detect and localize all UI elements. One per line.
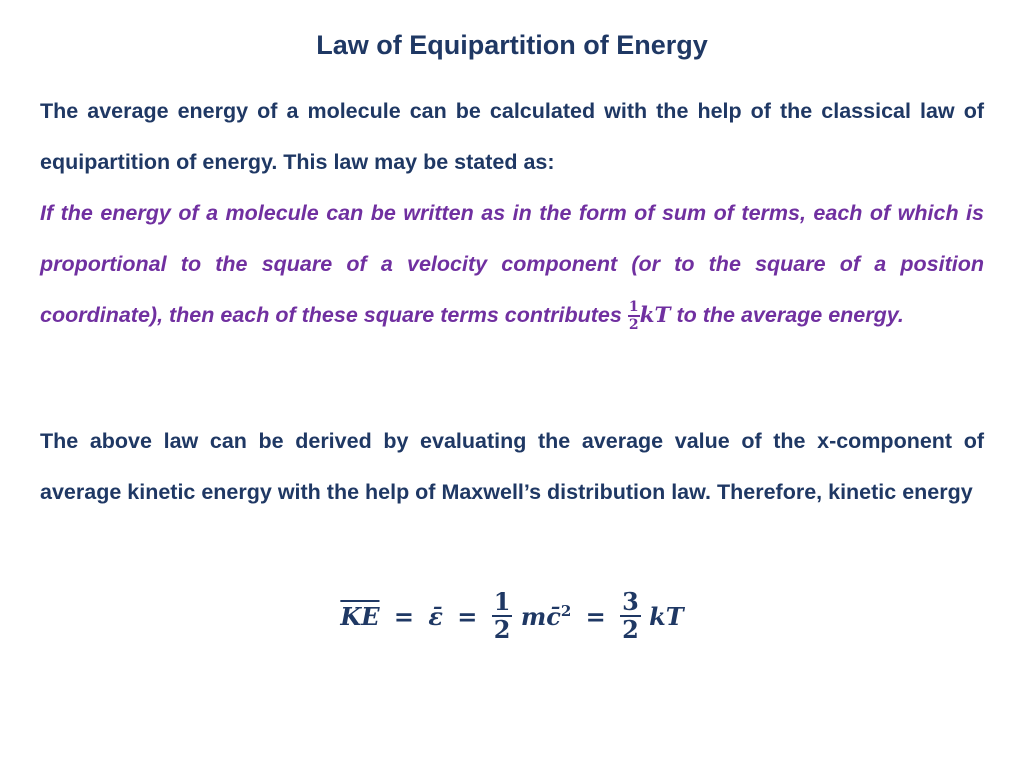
equals-sign: = xyxy=(393,601,414,631)
fraction-denominator: 2 xyxy=(622,615,639,644)
statement-last-line: the average energy. xyxy=(702,303,904,327)
derivation-paragraph: The above law can be derived by evaluating the average value of the x-component of average kinetic energy with the help of Maxwell’s distribution law. Therefore, kinetic energy xyxy=(40,429,984,504)
one-half-fraction xyxy=(628,300,640,332)
three-halves-fraction xyxy=(620,587,641,644)
kT-symbol: kT xyxy=(649,601,684,631)
fraction-numerator: 3 xyxy=(622,587,639,616)
square-exponent: 2 xyxy=(560,601,572,620)
kT-symbol: kT xyxy=(639,303,671,328)
page-title: Law of Equipartition of Energy xyxy=(316,30,708,60)
statement-text: If the energy of a molecule can be written as in the form of sum of terms, each of which is proportional to the square of a velocity component (or to the square of a position coordinate), then each of these square terms contributes xyxy=(40,201,984,327)
equals-sign: = xyxy=(585,601,606,631)
ke-average-symbol: $\overline{KE}$ xyxy=(340,601,380,631)
mc-symbol: mc̄ xyxy=(520,601,561,631)
mc-squared-term xyxy=(521,602,571,631)
fraction-numerator: 1 xyxy=(493,587,511,616)
equals-sign: = xyxy=(457,601,478,631)
kinetic-energy-formula xyxy=(0,587,1024,644)
fraction-numerator: 1 xyxy=(628,299,639,316)
equipartition-statement xyxy=(40,188,984,341)
fraction-denominator: 2 xyxy=(628,317,639,334)
intro-paragraph: The average energy of a molecule can be calculated with the help of the classical law of equipartition of energy. This law may be stated as: xyxy=(40,99,984,174)
epsilon-average-symbol: ε̄ xyxy=(428,601,443,631)
half-fraction xyxy=(492,587,513,644)
fraction-denominator: 2 xyxy=(493,615,511,644)
statement-to: to xyxy=(676,303,697,327)
